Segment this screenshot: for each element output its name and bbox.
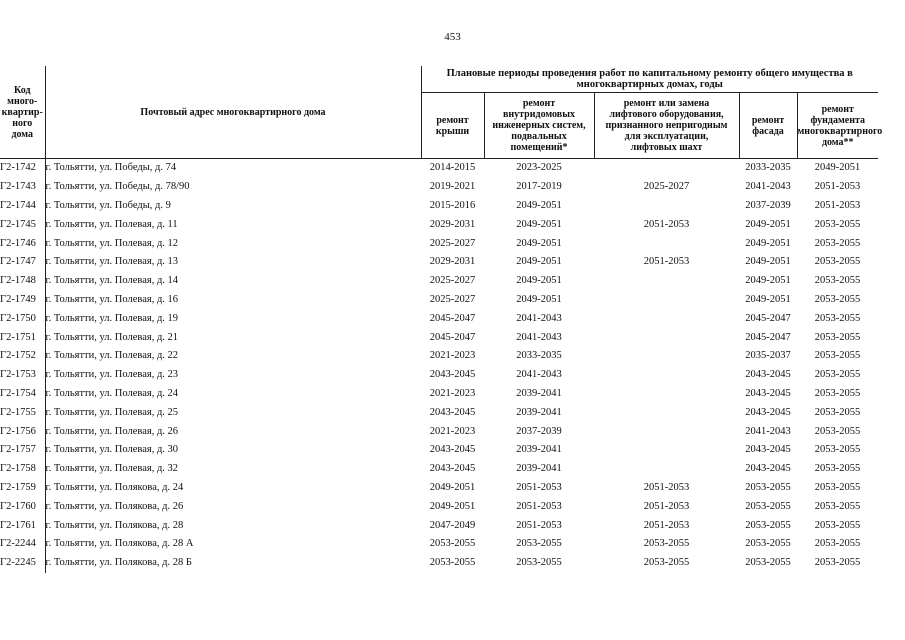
row-address: г. Тольятти, ул. Полевая, д. 24 bbox=[45, 387, 179, 399]
row-engineering-period: 2049-2051 bbox=[516, 293, 562, 305]
row-elevator-period bbox=[594, 441, 739, 460]
row-elevator-period: 2051-2053 bbox=[643, 218, 690, 230]
row-foundation-period: 2053-2055 bbox=[814, 218, 861, 230]
row-roof-period: 2015-2016 bbox=[429, 199, 476, 211]
row-engineering-period: 2039-2041 bbox=[516, 406, 562, 418]
row-address: г. Тольятти, ул. Полевая, д. 26 bbox=[45, 425, 179, 437]
row-elevator-period bbox=[594, 422, 739, 441]
table-row bbox=[0, 535, 878, 554]
row-elevator-period: 2053-2055 bbox=[643, 538, 690, 550]
row-address: г. Тольятти, ул. Полевая, д. 32 bbox=[45, 463, 179, 475]
row-foundation-period: 2053-2055 bbox=[814, 387, 861, 399]
row-foundation-period: 2053-2055 bbox=[814, 350, 861, 362]
row-foundation-period: 2051-2053 bbox=[814, 199, 861, 211]
row-address: г. Тольятти, ул. Полевая, д. 22 bbox=[45, 350, 179, 362]
row-facade-period: 2053-2055 bbox=[745, 500, 791, 512]
row-facade-period: 2045-2047 bbox=[745, 312, 791, 324]
row-address: г. Тольятти, ул. Победы, д. 78/90 bbox=[45, 181, 190, 193]
row-code: Г2-2245 bbox=[0, 554, 45, 573]
row-engineering-period: 2051-2053 bbox=[516, 500, 562, 512]
row-engineering-period: 2053-2055 bbox=[516, 538, 562, 550]
header-code: Код много- квартир- ного дома bbox=[0, 66, 45, 159]
row-address: г. Тольятти, ул. Полевая, д. 23 bbox=[45, 369, 179, 381]
row-roof-period: 2021-2023 bbox=[429, 350, 476, 362]
row-code: Г2-1752 bbox=[0, 347, 45, 366]
row-engineering-period: 2051-2053 bbox=[516, 519, 562, 531]
row-code: Г2-1755 bbox=[0, 403, 45, 422]
header-foundation: ремонт фундамента многоквартирного дома** bbox=[797, 93, 878, 159]
row-roof-period: 2029-2031 bbox=[429, 256, 476, 268]
row-roof-period: 2053-2055 bbox=[429, 557, 476, 569]
row-foundation-period: 2053-2055 bbox=[814, 369, 861, 381]
table-row bbox=[0, 516, 878, 535]
row-engineering-period: 2039-2041 bbox=[516, 463, 562, 475]
table-row bbox=[0, 234, 878, 253]
row-engineering-period: 2053-2055 bbox=[516, 557, 562, 569]
row-address: г. Тольятти, ул. Полякова, д. 26 bbox=[45, 500, 184, 512]
row-facade-period: 2049-2051 bbox=[745, 293, 791, 305]
row-code: Г2-1748 bbox=[0, 272, 45, 291]
row-address: г. Тольятти, ул. Полевая, д. 21 bbox=[45, 331, 179, 343]
row-foundation-period: 2053-2055 bbox=[814, 237, 861, 249]
header-roof: ремонт крыши bbox=[421, 93, 484, 159]
row-code: Г2-1751 bbox=[0, 328, 45, 347]
row-facade-period: 2037-2039 bbox=[745, 199, 791, 211]
row-elevator-period: 2051-2053 bbox=[643, 481, 690, 493]
table-row bbox=[0, 253, 878, 272]
row-foundation-period: 2049-2051 bbox=[814, 162, 861, 174]
table-row bbox=[0, 385, 878, 404]
row-engineering-period: 2017-2019 bbox=[516, 181, 562, 193]
row-engineering-period: 2023-2025 bbox=[516, 162, 562, 174]
table-row bbox=[0, 159, 878, 178]
row-engineering-period: 2049-2051 bbox=[516, 275, 562, 287]
row-elevator-period bbox=[594, 403, 739, 422]
row-code: Г2-1759 bbox=[0, 479, 45, 498]
row-address: г. Тольятти, ул. Полякова, д. 24 bbox=[45, 481, 184, 493]
row-code: Г2-1745 bbox=[0, 215, 45, 234]
table-row bbox=[0, 197, 878, 216]
row-roof-period: 2019-2021 bbox=[429, 181, 476, 193]
row-foundation-period: 2053-2055 bbox=[814, 425, 861, 437]
row-code: Г2-1758 bbox=[0, 460, 45, 479]
row-foundation-period: 2053-2055 bbox=[814, 463, 861, 475]
row-elevator-period: 2051-2053 bbox=[643, 519, 690, 531]
row-roof-period: 2043-2045 bbox=[429, 444, 476, 456]
row-foundation-period: 2053-2055 bbox=[814, 275, 861, 287]
row-code: Г2-1750 bbox=[0, 309, 45, 328]
row-address: г. Тольятти, ул. Полякова, д. 28 А bbox=[45, 538, 194, 550]
row-facade-period: 2049-2051 bbox=[745, 275, 791, 287]
row-code: Г2-1761 bbox=[0, 516, 45, 535]
header-address: Почтовый адрес многоквартирного дома bbox=[45, 66, 421, 159]
table-row bbox=[0, 178, 878, 197]
row-foundation-period: 2053-2055 bbox=[814, 406, 861, 418]
row-engineering-period: 2049-2051 bbox=[516, 256, 562, 268]
row-foundation-period: 2053-2055 bbox=[814, 557, 861, 569]
table-row bbox=[0, 554, 878, 573]
row-address: г. Тольятти, ул. Полевая, д. 30 bbox=[45, 444, 179, 456]
row-facade-period: 2043-2045 bbox=[745, 369, 791, 381]
row-engineering-period: 2049-2051 bbox=[516, 218, 562, 230]
row-facade-period: 2033-2035 bbox=[745, 162, 791, 174]
row-roof-period: 2029-2031 bbox=[429, 218, 476, 230]
page-number: 453 bbox=[444, 31, 461, 43]
header-engineering: ремонт внутридомовых инженерных систем, подвальных помещений* bbox=[484, 93, 594, 159]
row-address: г. Тольятти, ул. Полякова, д. 28 Б bbox=[45, 557, 192, 569]
row-engineering-period: 2051-2053 bbox=[516, 481, 562, 493]
row-elevator-period bbox=[594, 272, 739, 291]
row-address: г. Тольятти, ул. Победы, д. 9 bbox=[45, 199, 171, 211]
row-code: Г2-1754 bbox=[0, 385, 45, 404]
table-row bbox=[0, 347, 878, 366]
row-engineering-period: 2037-2039 bbox=[516, 425, 562, 437]
header-planned-periods: Плановые периоды проведения работ по капитальному ремонту общего имущества в многоквартирных домах, годы bbox=[421, 66, 878, 93]
row-facade-period: 2041-2043 bbox=[745, 181, 791, 193]
row-roof-period: 2043-2045 bbox=[429, 369, 476, 381]
row-elevator-period: 2051-2053 bbox=[643, 256, 690, 268]
table-row bbox=[0, 403, 878, 422]
row-address: г. Тольятти, ул. Полевая, д. 25 bbox=[45, 406, 179, 418]
row-roof-period: 2047-2049 bbox=[429, 519, 476, 531]
row-facade-period: 2043-2045 bbox=[745, 387, 791, 399]
row-foundation-period: 2053-2055 bbox=[814, 500, 861, 512]
row-engineering-period: 2039-2041 bbox=[516, 444, 562, 456]
row-code: Г2-2244 bbox=[0, 535, 45, 554]
row-facade-period: 2041-2043 bbox=[745, 425, 791, 437]
table-row bbox=[0, 366, 878, 385]
row-facade-period: 2049-2051 bbox=[745, 237, 791, 249]
row-roof-period: 2045-2047 bbox=[429, 331, 476, 343]
row-elevator-period bbox=[594, 347, 739, 366]
table-row bbox=[0, 497, 878, 516]
row-address: г. Тольятти, ул. Полевая, д. 13 bbox=[45, 256, 179, 268]
row-facade-period: 2043-2045 bbox=[745, 463, 791, 475]
row-roof-period: 2025-2027 bbox=[429, 237, 476, 249]
row-code: Г2-1757 bbox=[0, 441, 45, 460]
row-code: Г2-1743 bbox=[0, 178, 45, 197]
row-address: г. Тольятти, ул. Полякова, д. 28 bbox=[45, 519, 184, 531]
row-foundation-period: 2053-2055 bbox=[814, 256, 861, 268]
row-engineering-period: 2041-2043 bbox=[516, 312, 562, 324]
row-code: Г2-1749 bbox=[0, 291, 45, 310]
row-engineering-period: 2049-2051 bbox=[516, 199, 562, 211]
table-row bbox=[0, 272, 878, 291]
row-elevator-period bbox=[594, 291, 739, 310]
row-facade-period: 2043-2045 bbox=[745, 444, 791, 456]
row-elevator-period bbox=[594, 309, 739, 328]
row-roof-period: 2049-2051 bbox=[429, 500, 476, 512]
row-foundation-period: 2053-2055 bbox=[814, 312, 861, 324]
row-foundation-period: 2051-2053 bbox=[814, 181, 861, 193]
row-roof-period: 2025-2027 bbox=[429, 293, 476, 305]
row-facade-period: 2053-2055 bbox=[745, 519, 791, 531]
row-foundation-period: 2053-2055 bbox=[814, 293, 861, 305]
row-foundation-period: 2053-2055 bbox=[814, 519, 861, 531]
row-facade-period: 2049-2051 bbox=[745, 256, 791, 268]
row-code: Г2-1744 bbox=[0, 197, 45, 216]
row-code: Г2-1746 bbox=[0, 234, 45, 253]
row-roof-period: 2049-2051 bbox=[429, 481, 476, 493]
row-address: г. Тольятти, ул. Полевая, д. 19 bbox=[45, 312, 179, 324]
row-facade-period: 2053-2055 bbox=[745, 481, 791, 493]
row-foundation-period: 2053-2055 bbox=[814, 444, 861, 456]
table-header bbox=[0, 66, 883, 159]
row-elevator-period bbox=[594, 328, 739, 347]
row-address: г. Тольятти, ул. Полевая, д. 16 bbox=[45, 293, 179, 305]
row-engineering-period: 2041-2043 bbox=[516, 369, 562, 381]
row-facade-period: 2049-2051 bbox=[745, 218, 791, 230]
row-roof-period: 2014-2015 bbox=[429, 162, 476, 174]
row-engineering-period: 2041-2043 bbox=[516, 331, 562, 343]
row-facade-period: 2043-2045 bbox=[745, 406, 791, 418]
row-roof-period: 2043-2045 bbox=[429, 406, 476, 418]
row-elevator-period bbox=[594, 159, 739, 178]
table-row bbox=[0, 309, 878, 328]
row-roof-period: 2021-2023 bbox=[429, 387, 476, 399]
row-roof-period: 2053-2055 bbox=[429, 538, 476, 550]
row-engineering-period: 2049-2051 bbox=[516, 237, 562, 249]
row-elevator-period: 2025-2027 bbox=[643, 181, 690, 193]
row-address: г. Тольятти, ул. Полевая, д. 11 bbox=[45, 218, 178, 230]
table-row bbox=[0, 479, 878, 498]
row-roof-period: 2043-2045 bbox=[429, 463, 476, 475]
row-code: Г2-1760 bbox=[0, 497, 45, 516]
row-elevator-period bbox=[594, 197, 739, 216]
row-facade-period: 2035-2037 bbox=[745, 350, 791, 362]
row-address: г. Тольятти, ул. Полевая, д. 14 bbox=[45, 275, 179, 287]
row-code: Г2-1742 bbox=[0, 159, 45, 178]
row-foundation-period: 2053-2055 bbox=[814, 331, 861, 343]
capital-repair-table bbox=[0, 66, 883, 573]
row-facade-period: 2053-2055 bbox=[745, 538, 791, 550]
header-elevator: ремонт или замена лифтового оборудования, признанного непригодным для эксплуатации, лифтовых шахт bbox=[594, 93, 739, 159]
row-roof-period: 2025-2027 bbox=[429, 275, 476, 287]
row-facade-period: 2045-2047 bbox=[745, 331, 791, 343]
row-foundation-period: 2053-2055 bbox=[814, 481, 861, 493]
row-address: г. Тольятти, ул. Полевая, д. 12 bbox=[45, 237, 179, 249]
table-body bbox=[0, 159, 878, 573]
table-row bbox=[0, 328, 878, 347]
row-roof-period: 2021-2023 bbox=[429, 425, 476, 437]
header-facade: ремонт фасада bbox=[739, 93, 797, 159]
row-elevator-period bbox=[594, 234, 739, 253]
row-code: Г2-1747 bbox=[0, 253, 45, 272]
row-elevator-period bbox=[594, 366, 739, 385]
row-engineering-period: 2033-2035 bbox=[516, 350, 562, 362]
table-row bbox=[0, 441, 878, 460]
table-row bbox=[0, 460, 878, 479]
row-elevator-period: 2053-2055 bbox=[643, 557, 690, 569]
row-facade-period: 2053-2055 bbox=[745, 557, 791, 569]
table-row bbox=[0, 422, 878, 441]
row-elevator-period: 2051-2053 bbox=[643, 500, 690, 512]
row-engineering-period: 2039-2041 bbox=[516, 387, 562, 399]
row-elevator-period bbox=[594, 460, 739, 479]
row-roof-period: 2045-2047 bbox=[429, 312, 476, 324]
table-row bbox=[0, 291, 878, 310]
row-code: Г2-1756 bbox=[0, 422, 45, 441]
row-foundation-period: 2053-2055 bbox=[814, 538, 861, 550]
row-elevator-period bbox=[594, 385, 739, 404]
row-address: г. Тольятти, ул. Победы, д. 74 bbox=[45, 162, 177, 174]
table-row bbox=[0, 215, 878, 234]
row-code: Г2-1753 bbox=[0, 366, 45, 385]
